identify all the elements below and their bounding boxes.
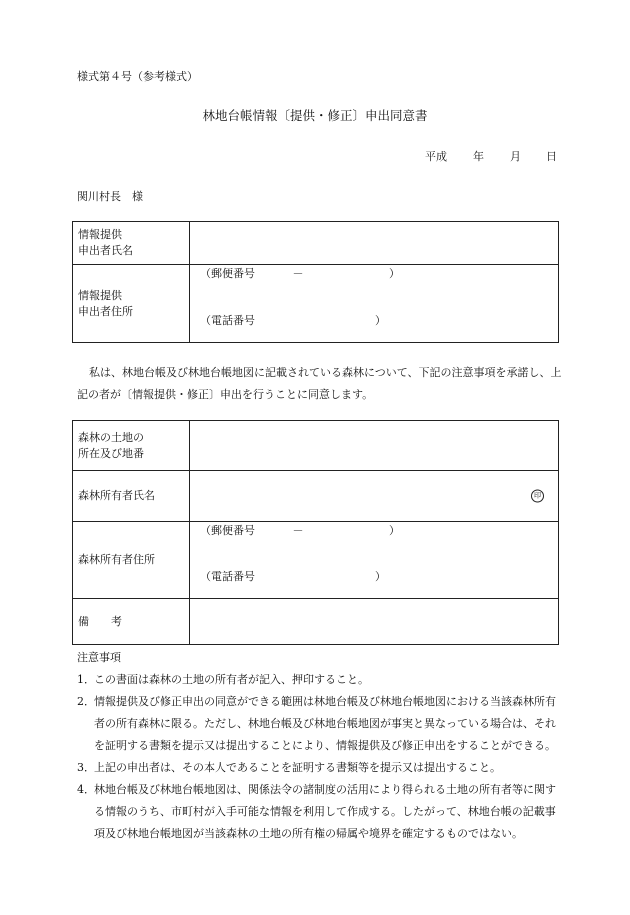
page-title: 林地台帳情報〔提供・修正〕申出同意書 (202, 108, 428, 123)
postal-dash: － (292, 267, 304, 280)
postal-open: （郵便番号 (200, 524, 255, 537)
phone-line (200, 313, 386, 329)
postal-open: （郵便番号 (200, 267, 255, 280)
label-line: 情報提供 (78, 288, 122, 302)
note-number: 2． (77, 695, 95, 708)
note-text: 情報提供及び修正申出の同意ができる範囲は林地台帳及び林地台帳地図における当該森林所有者の所有森林に限る。ただし、林地台帳及び林地台帳地図が事実と異なっている場合は、それを証明する書類を提示又は提出することにより、情報提供及び修正申出をすることができる。 (94, 695, 556, 752)
note-item (77, 669, 557, 691)
postal-dash: － (292, 524, 304, 537)
note-number: 3． (77, 761, 95, 774)
applicant-name-field[interactable] (190, 222, 559, 265)
label-line: 情報提供 (78, 228, 122, 241)
note-text: 上記の申出者は、その本人であることを証明する書類等を提示又は提出すること。 (94, 761, 501, 774)
owner-name-field[interactable] (190, 471, 559, 522)
addressee: 関川村長 様 (77, 190, 143, 203)
note-number: 1． (77, 673, 95, 686)
applicant-address-label (73, 265, 190, 343)
consent-statement: 私は、林地台帳及び林地台帳地図に記載されている森林について、下記の注意事項を承諾し、上記の者が〔情報提供・修正〕申出を行うことに同意します。 (77, 366, 562, 401)
note-text: 林地台帳及び林地台帳地図は、関係法令の諸制度の活用により得られる土地の所有者等に関する情報のうち、市町村が入手可能な情報を利用して作成する。したがって、林地台帳の記載事項及び林地台帳地図が当該森林の土地の所有権の帰属や境界を確定するものではない。 (94, 783, 556, 840)
phone-open: （電話番号 (200, 314, 255, 327)
postal-code-line (200, 266, 400, 282)
phone-line (200, 569, 386, 585)
owner-address-field[interactable] (190, 522, 559, 599)
forest-location-label (73, 421, 190, 471)
owner-address-label: 森林所有者住所 (73, 522, 190, 599)
postal-code-line (200, 523, 400, 539)
notes-heading: 注意事項 (77, 651, 121, 664)
date-era: 平成 (425, 150, 447, 163)
date-year: 年 (473, 150, 484, 163)
label-line: 申出者氏名 (78, 244, 133, 257)
form-number: 様式第４号（参考様式） (77, 70, 198, 83)
seal-mark: 印 (531, 490, 544, 503)
note-item (77, 691, 557, 757)
applicant-table (72, 221, 559, 343)
note-item (77, 757, 557, 779)
phone-open: （電話番号 (200, 570, 255, 583)
date-day: 日 (546, 150, 557, 163)
applicant-address-field[interactable] (190, 265, 559, 343)
label-line: 森林の土地の (78, 430, 144, 444)
phone-close: ） (375, 570, 386, 583)
note-number: 4． (77, 783, 95, 796)
note-item (77, 779, 557, 845)
date-month: 月 (510, 150, 521, 163)
note-text: この書面は森林の土地の所有者が記入、押印すること。 (94, 673, 369, 686)
owner-table (72, 420, 559, 645)
label-line: 所在及び地番 (78, 446, 144, 460)
notes-section (77, 647, 557, 845)
applicant-name-label (73, 222, 190, 265)
label-line: 申出者住所 (78, 304, 133, 318)
forest-location-field[interactable] (190, 421, 559, 471)
postal-close: ） (389, 524, 400, 537)
remarks-label: 備 考 (73, 599, 190, 645)
postal-close: ） (389, 267, 400, 280)
remarks-field[interactable] (190, 599, 559, 645)
phone-close: ） (375, 314, 386, 327)
owner-name-label: 森林所有者氏名 (73, 471, 190, 522)
